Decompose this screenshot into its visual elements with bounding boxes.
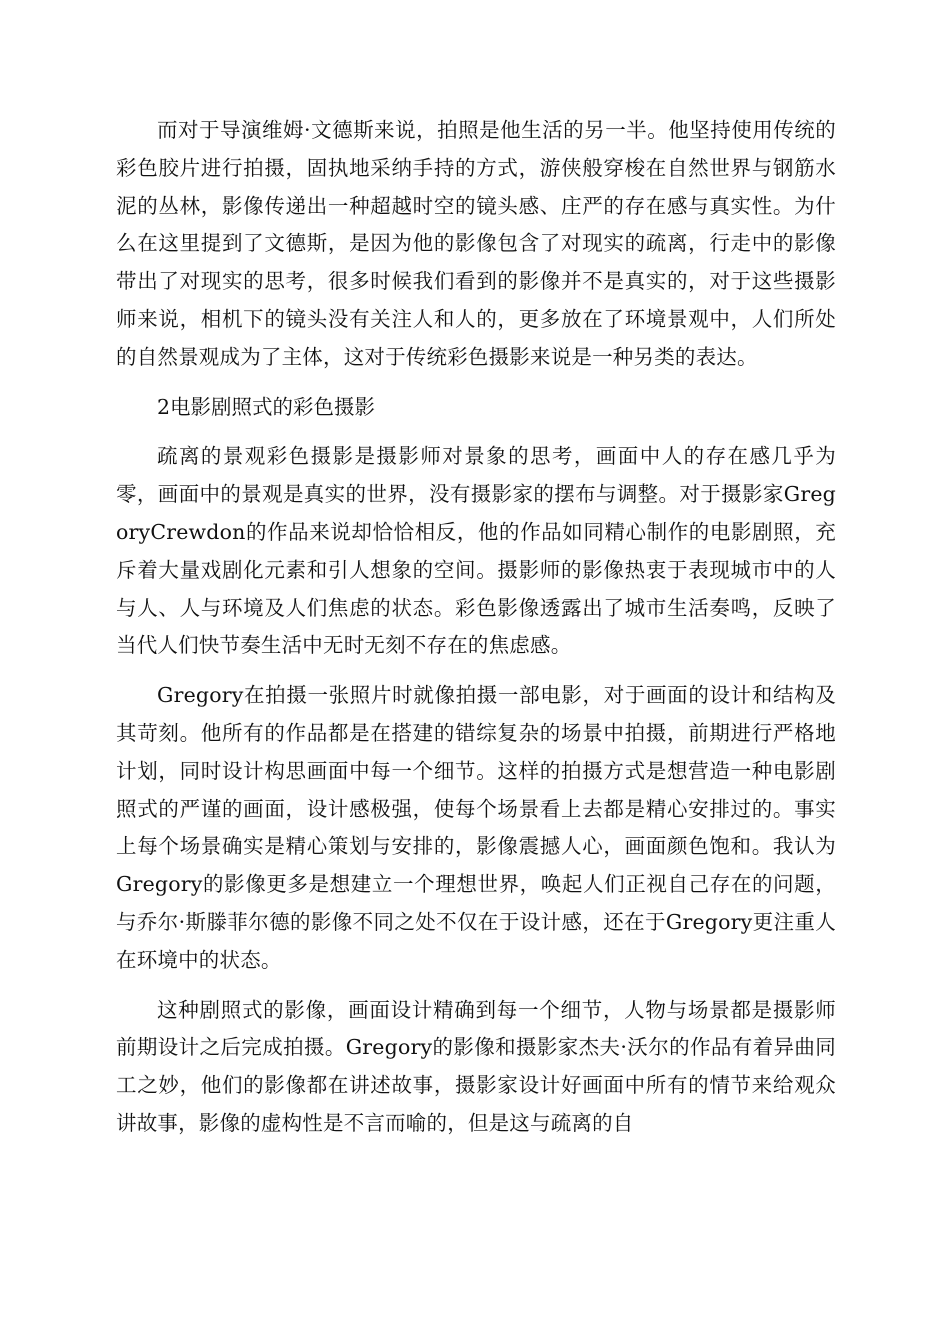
paragraph-wenders: 而对于导演维姆·文德斯来说，拍照是他生活的另一半。他坚持使用传统的彩色胶片进行拍摄，固执地采纳手持的方式，游侠般穿梭在自然世界与钢筋水泥的丛林，影像传递出一种超越时空的镜头感、庄严的存在感与真实性。为什么在这里提到了文德斯，是因为他的影像包含了对现实的疏离，行走中的影像带出了对现实的思考，很多时候我们看到的影像并不是真实的，对于这些摄影师来说，相机下的镜头没有关注人和人的，更多放在了环境景观中，人们所处的自然景观成为了主体，这对于传统彩色摄影来说是一种另类的表达。 — [116, 118, 836, 369]
paragraph-staged-images: 这种剧照式的影像，画面设计精确到每一个细节，人物与场景都是摄影师前期设计之后完成拍摄。Gregory的影像和摄影家杰夫·沃尔的作品有着异曲同工之妙，他们的影像都在讲述故事，摄影家设计好画面中所有的情节来给观众讲故事，影像的虚构性是不言而喻的，但是这与疏离的自 — [116, 997, 836, 1135]
section-heading: 2电影剧照式的彩色摄影 — [157, 394, 376, 419]
paragraph-gregory-method: Gregory在拍摄一张照片时就像拍摄一部电影，对于画面的设计和结构及其苛刻。他所有的作品都是在搭建的错综复杂的场景中拍摄，前期进行严格地计划，同时设计构思画面中每一个细节。这样的拍摄方式是想营造一种电影剧照式的严谨的画面，设计感极强，使每个场景看上去都是精心安排过的。事实上每个场景确实是精心策划与安排的，影像震撼人心，画面颜色饱和。我认为Gregory的影像更多是想建立一个理想世界，唤起人们正视自己存在的问题，与乔尔·斯滕菲尔德的影像不同之处不仅在于设计感，还在于Gregory更注重人在环境中的状态。 — [116, 683, 836, 972]
document-page — [116, 112, 836, 1143]
paragraph-crewdon-intro: 疏离的景观彩色摄影是摄影师对景象的思考，画面中人的存在感几乎为零，画面中的景观是真实的世界，没有摄影家的摆布与调整。对于摄影家GregoryCrewdon的作品来说却恰恰相反，他的作品如同精心制作的电影剧照，充斥着大量戏剧化元素和引人想象的空间。摄影师的影像热衷于表现城市中的人与人、人与环境及人们焦虑的状态。彩色影像透露出了城市生活奏鸣，反映了当代人们快节奏生活中无时无刻不存在的焦虑感。 — [116, 444, 836, 658]
